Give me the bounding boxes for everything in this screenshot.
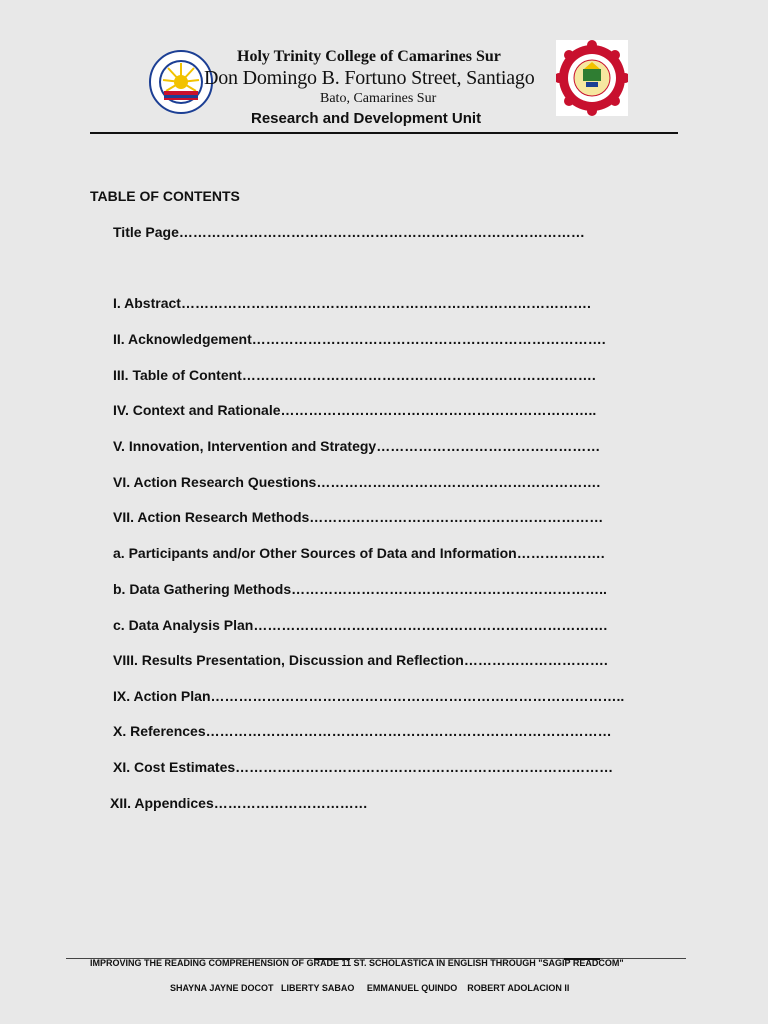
toc-entry: XII. Appendices…………………………… [110, 795, 368, 811]
toc-entry: a. Participants and/or Other Sources of Data and Information………………. [113, 545, 605, 561]
toc-entry: V. Innovation, Intervention and Strategy………………………………………… [113, 438, 601, 454]
institution-town: Bato, Camarines Sur [320, 91, 437, 106]
header-divider [90, 132, 678, 134]
toc-entry: I. Abstract……………………………………………………………………………. [113, 295, 591, 311]
toc-entry: IV. Context and Rationale………………………………………………………….. [113, 402, 597, 418]
toc-entry: III. Table of Content…………………………………………………………………. [113, 367, 596, 383]
footer-authors: SHAYNA JAYNE DOCOT LIBERTY SABAO EMMANUEL QUINDO ROBERT ADOLACION II [170, 983, 570, 993]
footer-title: IMPROVING THE READING COMPREHENSION OF GRADE 11 ST. SCHOLASTICA IN ENGLISH THROUGH "SAGIP READCOM" [90, 958, 624, 968]
toc-entry: c. Data Analysis Plan…………………………………………………………………. [113, 617, 608, 633]
footer-divider [66, 947, 686, 949]
toc-entry: II. Acknowledgement…………………………………………………………………. [113, 331, 606, 347]
toc-entry: b. Data Gathering Methods………………………………………………………….. [113, 581, 607, 597]
document-header [0, 0, 768, 140]
toc-entry: IX. Action Plan…………………………………………………………………………….. [113, 688, 625, 704]
toc-entry: X. References…………………………………………………………………………… [113, 723, 612, 739]
institution-name: Holy Trinity College of Camarines Sur [237, 48, 501, 65]
unit-name: Research and Development Unit [251, 110, 482, 127]
toc-entry: Title Page…………………………………………………………………………… [113, 224, 585, 240]
toc-entry: VI. Action Research Questions……………………………………………………. [113, 474, 601, 490]
toc-heading: TABLE OF CONTENTS [90, 188, 240, 204]
institution-address: Don Domingo B. Fortuno Street, Santiago [204, 67, 535, 89]
toc-entry: XI. Cost Estimates……………………………………………………………………… [113, 759, 614, 775]
htc-seal-icon [556, 40, 628, 116]
toc-entry: VIII. Results Presentation, Discussion and Reflection…………………………. [113, 652, 608, 668]
toc-entry: VII. Action Research Methods……………………………………………………… [113, 509, 604, 525]
